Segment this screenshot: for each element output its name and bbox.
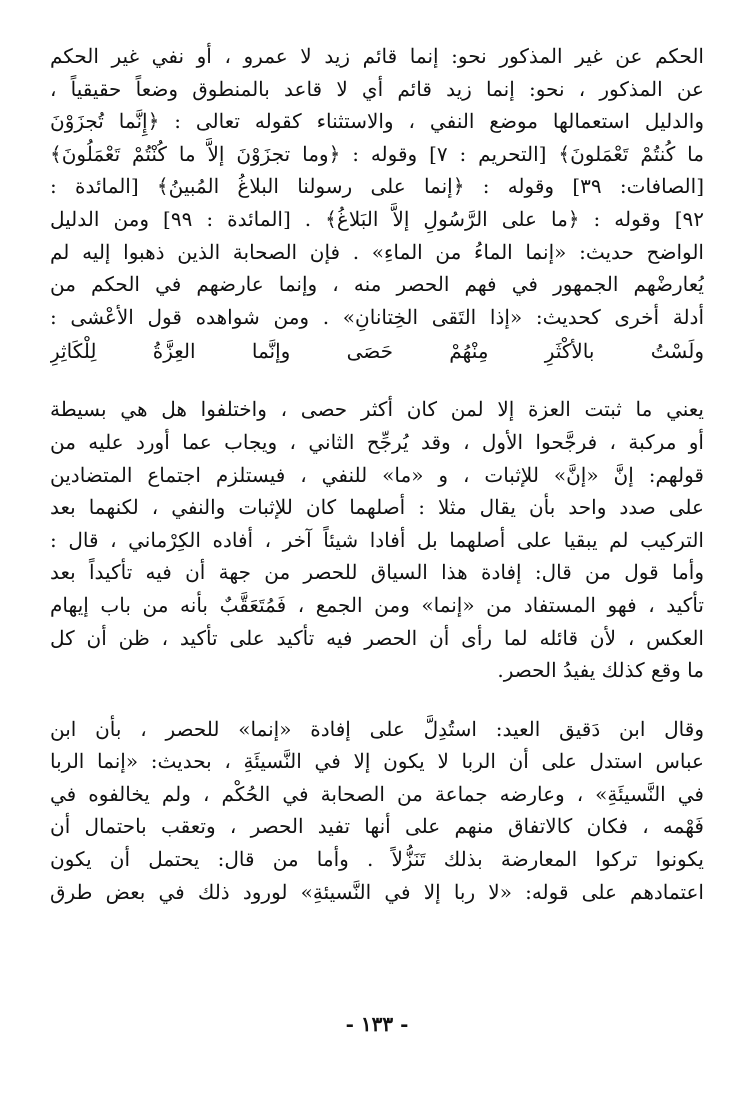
text-line: عباس استدل على أن الربا لا يكون إلا في النَّسيئَةِ ، بحديث: «إنما الربا bbox=[50, 749, 704, 774]
text-line: [الصافات: ٣٩] وقوله : ﴿إنما على رسولنا البلاغُ المُبينُ﴾ [المائدة : bbox=[50, 174, 704, 199]
text-line: والدليل استعمالها موضع النفي ، والاستثناء كقوله تعالى : ﴿إِنَّما تُجزَوْنَ bbox=[50, 109, 704, 134]
text-line: على صدد واحد بأن يقال مثلا : أصلهما كان للإثبات والنفي ، لكنهما بعد bbox=[50, 495, 704, 520]
text-line: يُعارضْهم الجمهور في فهم الحصر منه ، وإنما عارضهم في الحكم من bbox=[50, 272, 704, 297]
text-line: عن المذكور ، نحو: إنما زيد قائم أي لا قاعد بالمنطوق وضعاً حقيقياً ، bbox=[50, 76, 704, 101]
poetry-verse: ولَسْتُ بالأكْثَرِ مِنْهُمْ حَصَى وإنَّما العِزَّةُ لِلْكَاثِرِ bbox=[50, 339, 704, 364]
text-line: الواضح حديث: «إنما الماءُ من الماءِ» . فإن الصحابة الذين ذهبوا إليه لم bbox=[50, 239, 704, 264]
text-line: يعني ما ثبتت العزة إلا لمن كان أكثر حصى ، واختلفوا هل هي بسيطة bbox=[50, 397, 704, 422]
text-line: ٩٢] وقوله : ﴿ما على الرَّسُولِ إلاَّ البَلاغُ﴾ . [المائدة : ٩٩] ومن الدليل bbox=[50, 206, 704, 231]
text-line: فَهْمه ، فكان كالاتفاق منهم على أنها تفيد الحصر ، وتعقب باحتمال أن bbox=[50, 814, 704, 839]
page-number: - ١٣٣ - bbox=[345, 1012, 409, 1036]
text-line: في النَّسيئَةِ» ، وعارضه جماعة من الصحابة في الحُكْم ، ولم يخالفوه في bbox=[50, 781, 704, 806]
text-line: الحكم عن غير المذكور نحو: إنما قائم زيد لا عمرو ، أو نفي غير الحكم bbox=[50, 44, 704, 68]
text-line: ما كُنتُمْ تَعْمَلونَ﴾ [التحريم : ٧] وقوله : ﴿وما تجزَوْنَ إلاَّ ما كُنْتُمْ تَعْمَلُونَ﴾ bbox=[50, 141, 704, 166]
text-line: قولهم: إنَّ «إنَّ» للإثبات ، و «ما» للنفي ، فيستلزم اجتماع المتضادين bbox=[50, 462, 704, 487]
text-line: يكونوا تركوا المعارضة بذلك تَنَزُّلاً . وأما من قال: يحتمل أن يكون bbox=[50, 847, 704, 872]
text-line: ما وقع كذلك يفيدُ الحصر. bbox=[497, 658, 704, 683]
paragraph-spacer bbox=[50, 687, 704, 713]
text-line: وقال ابن دَقيق العيد: استُدِلَّ على إفادة «إنما» للحصر ، بأن ابن bbox=[50, 716, 704, 741]
text-line: التركيب لم يبقيا على أصلهما بل أفادا شيئاً آخر ، أفاده الكِرْماني ، قال : bbox=[50, 527, 704, 552]
text-line: أو مركبة ، فرجَّحوا الأول ، وقد يُرجِّح الثاني ، ويجاب عما أورد عليه من bbox=[50, 429, 704, 454]
text-line: تأكيد ، فهو المستفاد من «إنما» ومن الجمع ، فَمُتَعَقَّبٌ بأنه من باب إيهام bbox=[50, 592, 704, 617]
text-line: العكس ، لأن قائله لما رأى أن الحصر فيه تأكيد على تأكيد ، ظن أن كل bbox=[50, 625, 704, 650]
text-line: أدلة أخرى كحديث: «إذا التَقى الخِتانانِ» . ومن شواهده قول الأعْشى : bbox=[50, 304, 704, 329]
paragraph-1 bbox=[50, 40, 704, 333]
text-line: وأما قول من قال: إفادة هذا السياق للحصر من جهة أن فيه تأكيداً بعد bbox=[50, 560, 704, 585]
paragraph-3 bbox=[50, 713, 704, 909]
text-line: اعتمادهم على قوله: «لا ربا إلا في النَّسيئةِ» لورود ذلك في بعض طرق bbox=[50, 879, 704, 904]
paragraph-2 bbox=[50, 393, 704, 686]
